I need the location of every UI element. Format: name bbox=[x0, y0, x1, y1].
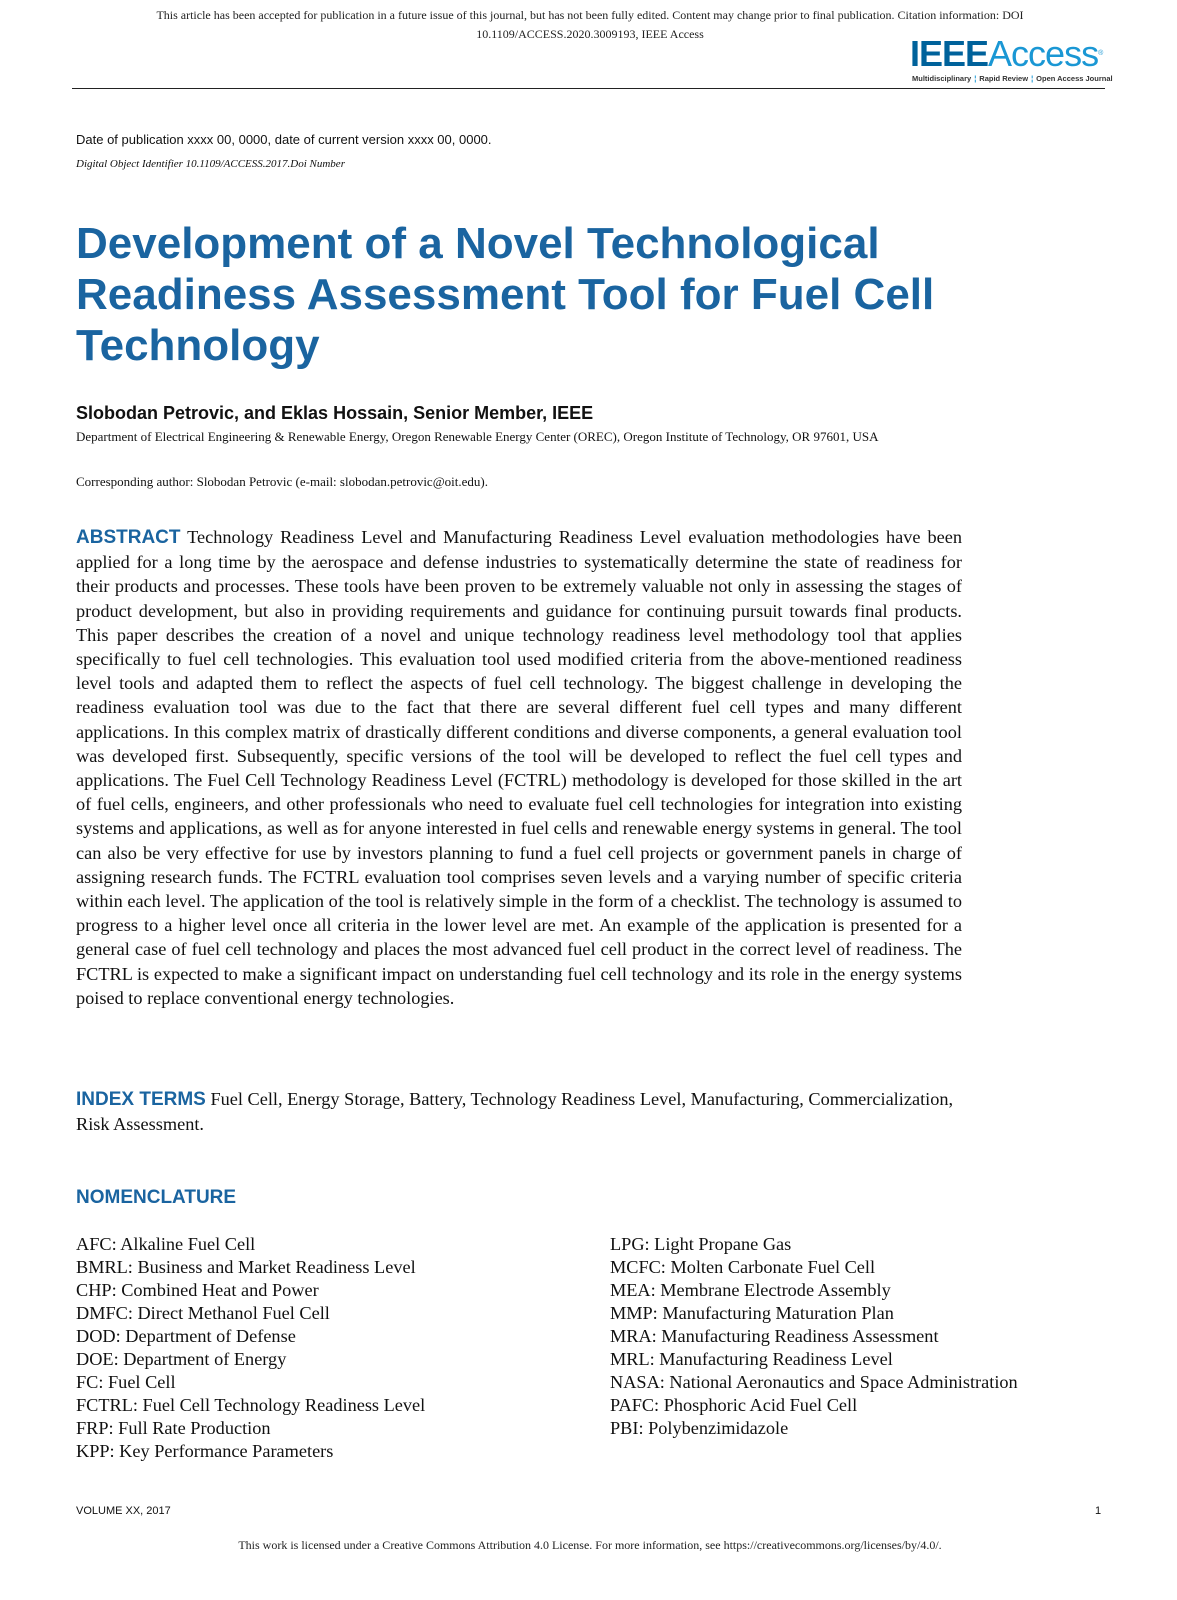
nomenclature-item: DOE: Department of Energy bbox=[76, 1349, 287, 1369]
nomenclature-item: DMFC: Direct Methanol Fuel Cell bbox=[76, 1303, 330, 1323]
ieee-access-logo bbox=[910, 33, 1113, 86]
nomenclature-item: FCTRL: Fuel Cell Technology Readiness Level bbox=[76, 1395, 426, 1415]
nomenclature-item: PBI: Polybenzimidazole bbox=[610, 1418, 789, 1438]
footer-volume: VOLUME XX, 2017 bbox=[76, 1505, 171, 1517]
index-terms-label: INDEX TERMS bbox=[76, 1089, 206, 1110]
nomenclature-item: AFC: Alkaline Fuel Cell bbox=[76, 1234, 256, 1254]
tagline-part-2: Rapid Review bbox=[979, 74, 1029, 83]
nomenclature-item: DOD: Department of Defense bbox=[76, 1326, 296, 1346]
page-number: 1 bbox=[1095, 1505, 1102, 1517]
index-terms-text: Fuel Cell, Energy Storage, Battery, Technology Readiness Level, Manufacturing, Commercialization, Risk Assessment. bbox=[76, 1089, 954, 1134]
doi-line: Digital Object Identifier 10.1109/ACCESS.2017.Doi Number bbox=[76, 158, 345, 170]
nomenclature-list-left bbox=[76, 1233, 425, 1463]
index-terms-section bbox=[76, 1087, 962, 1136]
nomenclature-item: MCFC: Molten Carbonate Fuel Cell bbox=[610, 1257, 876, 1277]
tagline-separator: ¦ bbox=[1031, 74, 1034, 83]
logo-ieee-text: IEEE bbox=[910, 33, 989, 74]
nomenclature-item: MRA: Manufacturing Readiness Assessment bbox=[610, 1326, 939, 1346]
logo-tagline bbox=[912, 74, 1113, 83]
nomenclature-list-right bbox=[610, 1233, 1018, 1440]
author-list: Slobodan Petrovic, and Eklas Hossain, Senior Member, IEEE bbox=[76, 403, 594, 423]
logo-trademark: ® bbox=[1098, 50, 1104, 57]
nomenclature-item: KPP: Key Performance Parameters bbox=[76, 1441, 334, 1461]
nomenclature-item: MMP: Manufacturing Maturation Plan bbox=[610, 1303, 894, 1323]
abstract-text: Technology Readiness Level and Manufacturing Readiness Level evaluation methodologies have been applied for a long time by the aerospace and defense industries to systematically determine the state of readiness for their products and processes. These tools have been proven to be extremely valuable not only in assessing the stages of product development, but also in providing requirements and guidance for continuing pursuit towards final products. This paper describes the creation of a novel and unique technology readiness level methodology tool that applies specifically to fuel cell technologies. This evaluation tool used modified criteria from the above-mentioned readiness level tools and adapted them to reflect the aspects of fuel cell technology. The biggest challenge in developing the readiness evaluation tool was due to the fact that there are several different fuel cell types and many different applications. In this complex matrix of drastically different conditions and diverse components, a general evaluation tool was developed first. Subsequently, specific versions of the tool will be developed to reflect the fuel cell types and applications. The Fuel Cell Technology Readiness Level (FCTRL) methodology is developed for those skilled in the art of fuel cells, engineers, and other professionals who need to evaluate fuel cell technologies for integration into existing systems and applications, as well as for anyone interested in fuel cells and renewable energy systems in general. The tool can also be very effective for use by investors planning to fund a fuel cell projects or government panels in charge of assigning research funds. The FCTRL evaluation tool comprises seven levels and a varying number of specific criteria within each level. The application of the tool is relatively simple in the form of a checklist. The technology is assumed to progress to a higher level once all criteria in the lower level are met. An example of the application is presented for a general case of fuel cell technology and places the most advanced fuel cell product in the correct level of readiness. The FCTRL is expected to make a significant impact on understanding fuel cell technology and its role in the energy systems poised to replace conventional energy technologies. bbox=[76, 527, 962, 1008]
nomenclature-item: FC: Fuel Cell bbox=[76, 1372, 176, 1392]
nomenclature-item: MRL: Manufacturing Readiness Level bbox=[610, 1349, 893, 1369]
nomenclature-item: BMRL: Business and Market Readiness Level bbox=[76, 1257, 416, 1277]
publication-date: Date of publication xxxx 00, 0000, date of current version xxxx 00, 0000. bbox=[76, 132, 492, 147]
nomenclature-item: CHP: Combined Heat and Power bbox=[76, 1280, 319, 1300]
nomenclature-item: PAFC: Phosphoric Acid Fuel Cell bbox=[610, 1395, 858, 1415]
license-notice: This work is licensed under a Creative Commons Attribution 4.0 License. For more information, see https://creativecommons.org/licenses/by/4.0/. bbox=[238, 1538, 942, 1552]
tagline-part-3: Open Access Journal bbox=[1036, 74, 1113, 83]
notice-line-1: This article has been accepted for publication in a future issue of this journal, but has not been fully edited. Content may change prior to final publication. Citation information: DOI bbox=[156, 8, 1024, 22]
header-divider bbox=[72, 88, 1105, 89]
nomenclature-heading: NOMENCLATURE bbox=[76, 1187, 237, 1208]
paper-title: Development of a Novel Technological Readiness Assessment Tool for Fuel Cell Technology bbox=[76, 219, 935, 370]
nomenclature-item: NASA: National Aeronautics and Space Administration bbox=[610, 1372, 1018, 1392]
nomenclature-item: LPG: Light Propane Gas bbox=[610, 1234, 792, 1254]
tagline-separator: ¦ bbox=[974, 74, 977, 83]
corresponding-author: Corresponding author: Slobodan Petrovic (e-mail: slobodan.petrovic@oit.edu). bbox=[76, 474, 489, 489]
tagline-part-1: Multidisciplinary bbox=[912, 74, 972, 83]
nomenclature-item: MEA: Membrane Electrode Assembly bbox=[610, 1280, 891, 1300]
nomenclature-item: FRP: Full Rate Production bbox=[76, 1418, 271, 1438]
logo-access-text: Access bbox=[988, 33, 1099, 74]
abstract-label: ABSTRACT bbox=[76, 527, 181, 548]
notice-line-2: 10.1109/ACCESS.2020.3009193, IEEE Access bbox=[476, 27, 704, 41]
abstract-section bbox=[76, 525, 962, 1010]
author-affiliation: Department of Electrical Engineering & Renewable Energy, Oregon Renewable Energy Center (OREC), Oregon Institute of Technology, OR 97601, USA bbox=[76, 429, 879, 444]
